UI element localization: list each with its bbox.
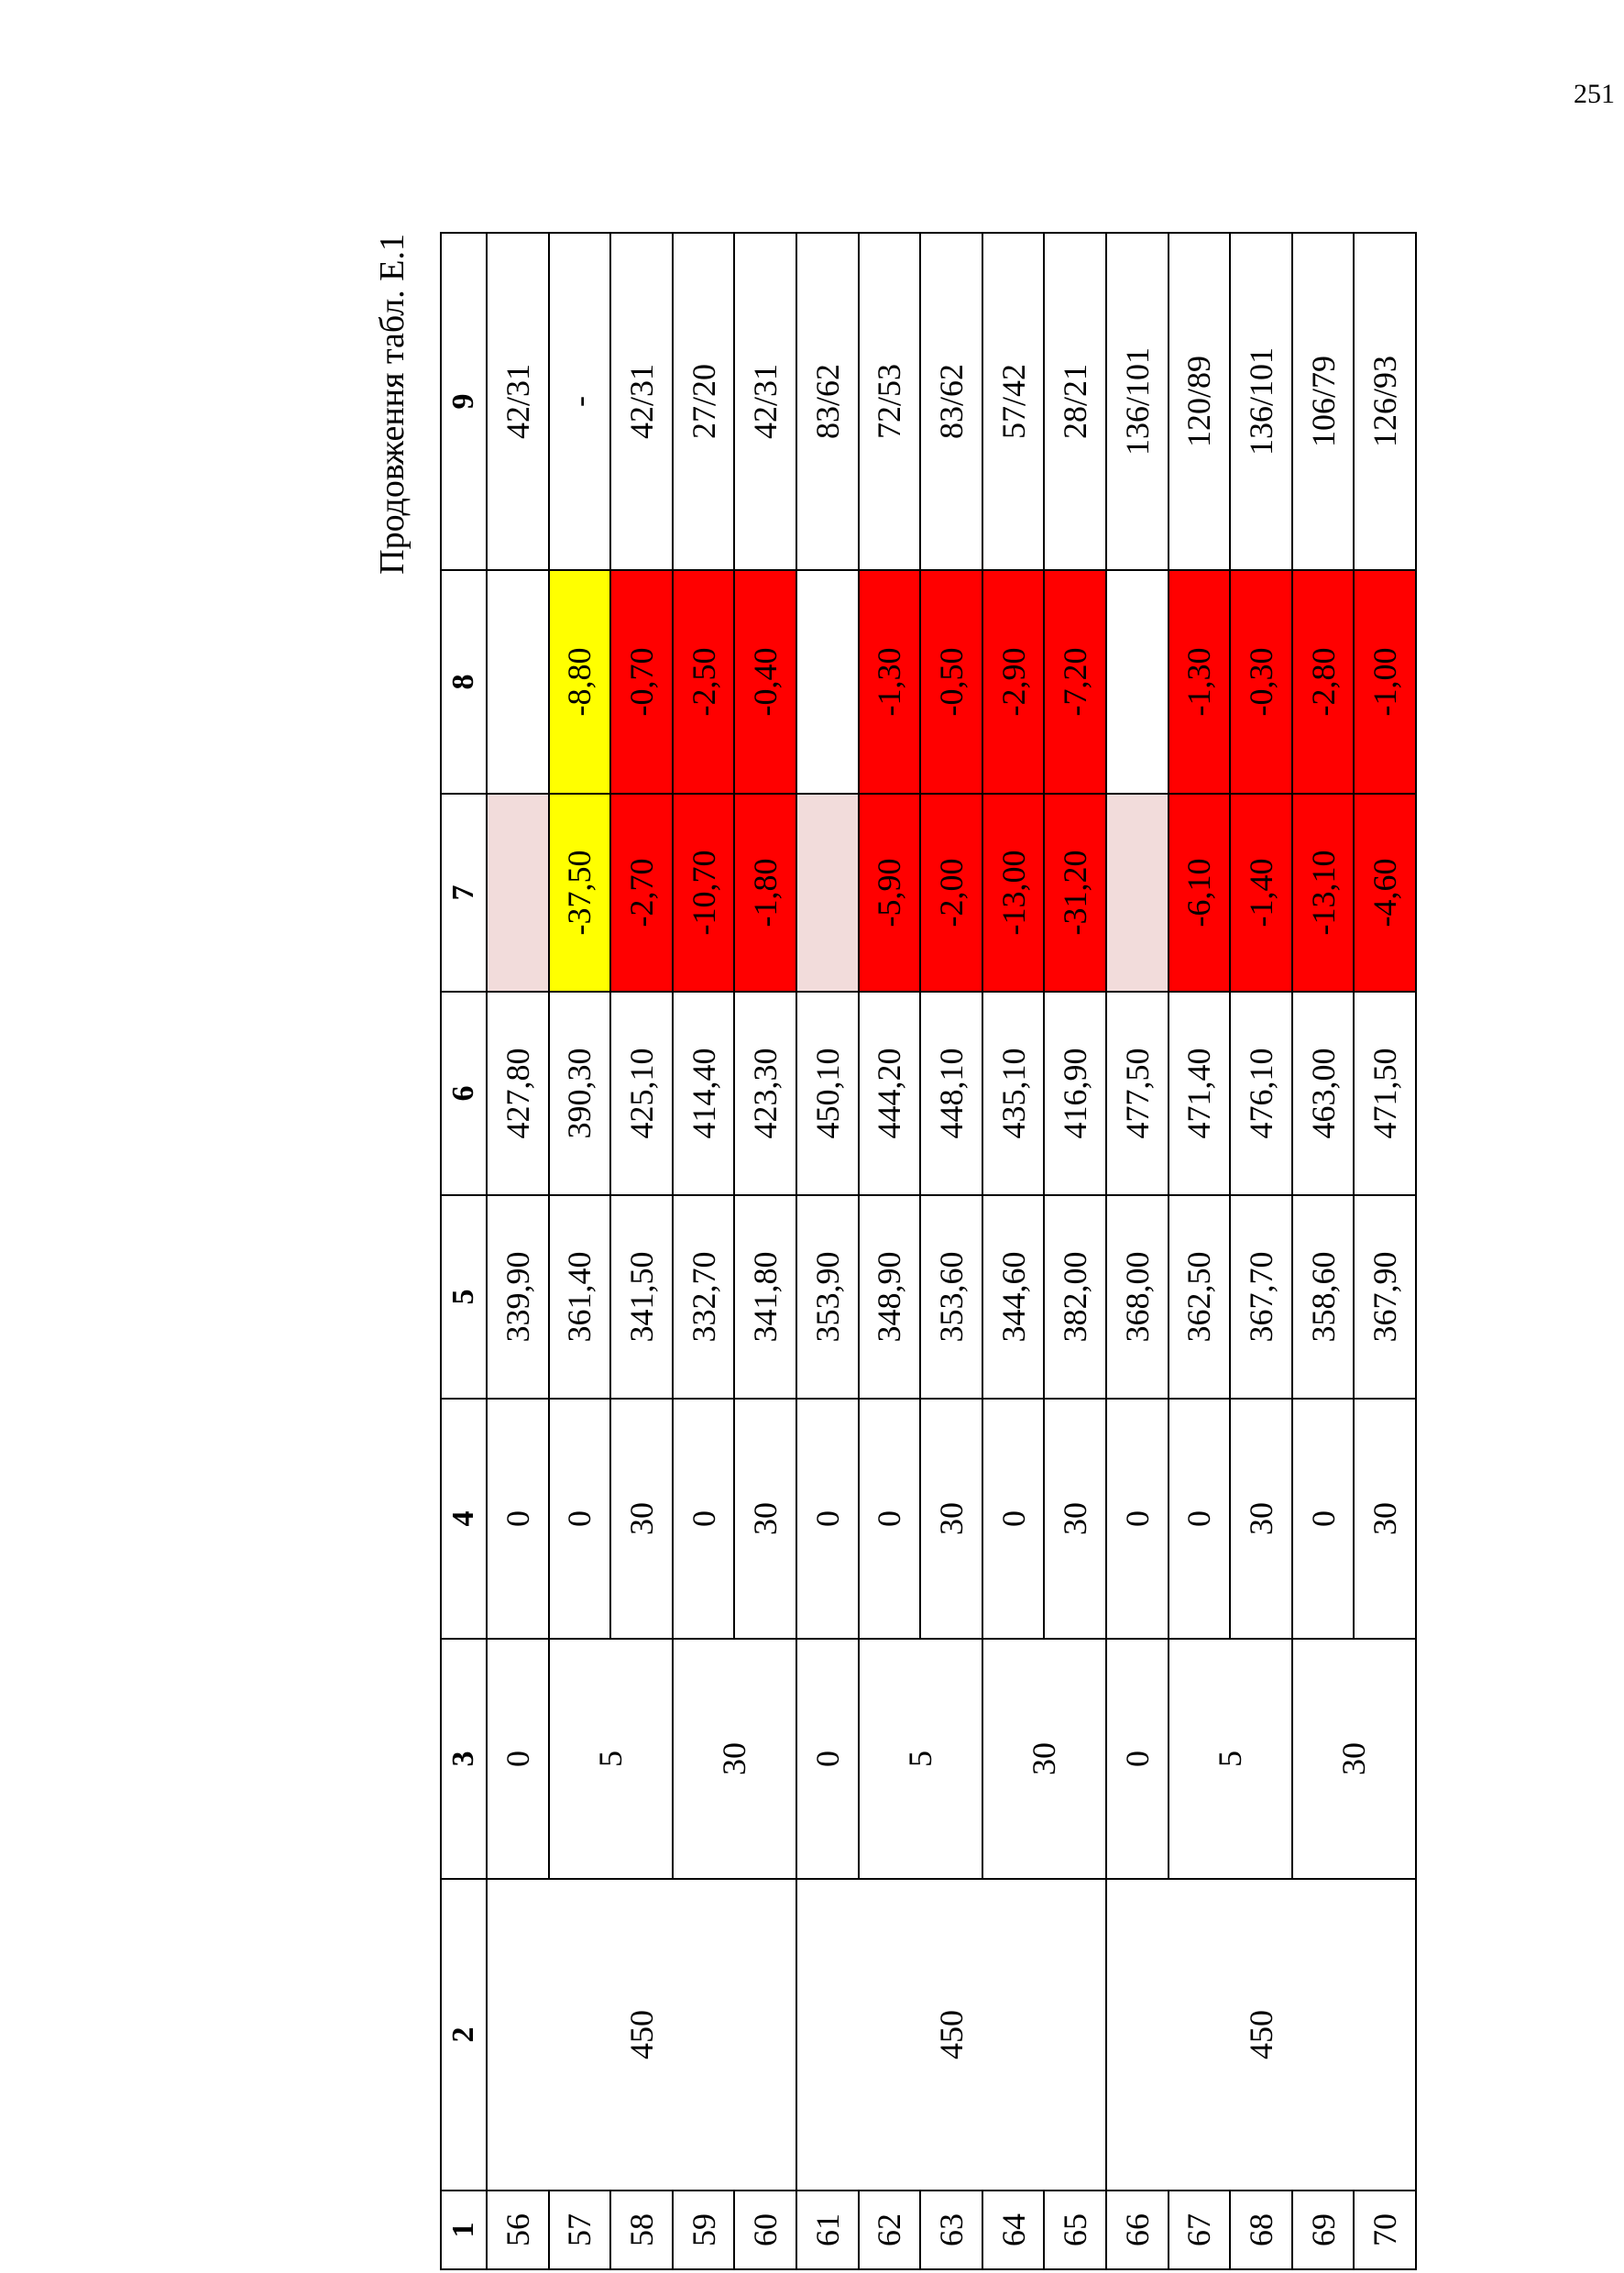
col6-cell: 414,40	[673, 992, 735, 1195]
table-row	[487, 233, 549, 2269]
group-col3-cell: 5	[1169, 1639, 1292, 1879]
group-col3-cell: 5	[549, 1639, 673, 1879]
col4-cell: 0	[1292, 1399, 1355, 1639]
row-number-cell: 56	[487, 2191, 549, 2269]
col7-cell	[1106, 794, 1169, 992]
col7-cell: -13,00	[982, 794, 1045, 992]
col6-cell: 423,30	[734, 992, 796, 1195]
col7-cell: -6,10	[1169, 794, 1231, 992]
page-number: 251	[1574, 79, 1615, 109]
col4-cell: 0	[1106, 1399, 1169, 1639]
col8-cell: -2,80	[1292, 570, 1355, 794]
col5-cell: 382,00	[1044, 1195, 1106, 1399]
col9-cell: 120/89	[1169, 233, 1231, 570]
col8-cell	[487, 570, 549, 794]
col9-cell: -	[549, 233, 611, 570]
col4-cell: 30	[734, 1399, 796, 1639]
col5-cell: 353,90	[796, 1195, 859, 1399]
header-cell-5: 5	[441, 1195, 487, 1399]
col4-cell: 0	[982, 1399, 1045, 1639]
table-row	[796, 233, 859, 2269]
col6-cell: 476,10	[1230, 992, 1292, 1195]
col4-cell: 0	[859, 1399, 921, 1639]
col8-cell: -1,30	[859, 570, 921, 794]
col7-cell: -31,20	[1044, 794, 1106, 992]
row-number-cell: 67	[1169, 2191, 1231, 2269]
col6-cell: 450,10	[796, 992, 859, 1195]
col9-cell: 136/101	[1230, 233, 1292, 570]
col8-cell: -0,30	[1230, 570, 1292, 794]
col4-cell: 30	[1230, 1399, 1292, 1639]
col5-cell: 362,50	[1169, 1195, 1231, 1399]
col6-cell: 463,00	[1292, 992, 1355, 1195]
row-number-cell: 69	[1292, 2191, 1355, 2269]
rotated-table-block	[352, 234, 1404, 2270]
col5-cell: 358,60	[1292, 1195, 1355, 1399]
col5-cell: 344,60	[982, 1195, 1045, 1399]
col8-cell: -0,50	[920, 570, 982, 794]
data-table	[440, 232, 1417, 2270]
row-number-cell: 68	[1230, 2191, 1292, 2269]
col6-cell: 416,90	[1044, 992, 1106, 1195]
col6-cell: 444,20	[859, 992, 921, 1195]
row-number-cell: 70	[1354, 2191, 1416, 2269]
col7-cell: -1,80	[734, 794, 796, 992]
table-row	[1106, 233, 1169, 2269]
col9-cell: 72/53	[859, 233, 921, 570]
col8-cell: -0,40	[734, 570, 796, 794]
col5-cell: 367,90	[1354, 1195, 1416, 1399]
header-cell-3: 3	[441, 1639, 487, 1879]
col6-cell: 427,80	[487, 992, 549, 1195]
row-number-cell: 66	[1106, 2191, 1169, 2269]
col7-cell: -2,00	[920, 794, 982, 992]
col4-cell: 0	[549, 1399, 611, 1639]
col5-cell: 341,50	[610, 1195, 673, 1399]
group-col3-cell: 0	[796, 1639, 859, 1879]
col9-cell: 126/93	[1354, 233, 1416, 570]
col4-cell: 0	[487, 1399, 549, 1639]
col4-cell: 30	[920, 1399, 982, 1639]
header-cell-1: 1	[441, 2191, 487, 2269]
col8-cell: -2,90	[982, 570, 1045, 794]
row-number-cell: 57	[549, 2191, 611, 2269]
group-col3-cell: 30	[982, 1639, 1106, 1879]
col9-cell: 42/31	[487, 233, 549, 570]
col8-cell	[1106, 570, 1169, 794]
col9-cell: 106/79	[1292, 233, 1355, 570]
col5-cell: 339,90	[487, 1195, 549, 1399]
header-row	[441, 233, 487, 2269]
col8-cell: -1,00	[1354, 570, 1416, 794]
col5-cell: 348,90	[859, 1195, 921, 1399]
group-col3-cell: 5	[859, 1639, 982, 1879]
col7-cell: -13,10	[1292, 794, 1355, 992]
group-col3-cell: 0	[1106, 1639, 1169, 1879]
col8-cell: -7,20	[1044, 570, 1106, 794]
col6-cell: 435,10	[982, 992, 1045, 1195]
col6-cell: 425,10	[610, 992, 673, 1195]
row-number-cell: 58	[610, 2191, 673, 2269]
row-number-cell: 65	[1044, 2191, 1106, 2269]
col9-cell: 42/31	[610, 233, 673, 570]
col5-cell: 367,70	[1230, 1195, 1292, 1399]
col8-cell: -2,50	[673, 570, 735, 794]
col6-cell: 477,50	[1106, 992, 1169, 1195]
col8-cell	[796, 570, 859, 794]
col9-cell: 27/20	[673, 233, 735, 570]
col8-cell: -1,30	[1169, 570, 1231, 794]
group-col2-cell: 450	[796, 1879, 1106, 2191]
col9-cell: 83/62	[796, 233, 859, 570]
col4-cell: 0	[1169, 1399, 1231, 1639]
col8-cell: -8,80	[549, 570, 611, 794]
col6-cell: 390,30	[549, 992, 611, 1195]
group-col3-cell: 0	[487, 1639, 549, 1879]
col7-cell: -37,50	[549, 794, 611, 992]
col7-cell: -2,70	[610, 794, 673, 992]
col6-cell: 471,50	[1354, 992, 1416, 1195]
col5-cell: 368,00	[1106, 1195, 1169, 1399]
group-col2-cell: 450	[1106, 1879, 1416, 2191]
col9-cell: 136/101	[1106, 233, 1169, 570]
group-col3-cell: 30	[1292, 1639, 1416, 1879]
header-cell-9: 9	[441, 233, 487, 570]
group-col2-cell: 450	[487, 1879, 796, 2191]
col4-cell: 0	[673, 1399, 735, 1639]
col9-cell: 57/42	[982, 233, 1045, 570]
header-cell-4: 4	[441, 1399, 487, 1639]
col7-cell: -10,70	[673, 794, 735, 992]
col5-cell: 353,60	[920, 1195, 982, 1399]
col4-cell: 30	[1044, 1399, 1106, 1639]
header-cell-8: 8	[441, 570, 487, 794]
col4-cell: 30	[610, 1399, 673, 1639]
col7-cell: -4,60	[1354, 794, 1416, 992]
col5-cell: 361,40	[549, 1195, 611, 1399]
row-number-cell: 64	[982, 2191, 1045, 2269]
header-cell-2: 2	[441, 1879, 487, 2191]
row-number-cell: 61	[796, 2191, 859, 2269]
col9-cell: 83/62	[920, 233, 982, 570]
col9-cell: 42/31	[734, 233, 796, 570]
col7-cell	[487, 794, 549, 992]
header-cell-7: 7	[441, 794, 487, 992]
table-caption: Продовження табл. Е.1	[373, 234, 411, 575]
col8-cell: -0,70	[610, 570, 673, 794]
col4-cell: 30	[1354, 1399, 1416, 1639]
col7-cell	[796, 794, 859, 992]
col6-cell: 448,10	[920, 992, 982, 1195]
col5-cell: 341,80	[734, 1195, 796, 1399]
row-number-cell: 63	[920, 2191, 982, 2269]
col4-cell: 0	[796, 1399, 859, 1639]
col5-cell: 332,70	[673, 1195, 735, 1399]
group-col3-cell: 30	[673, 1639, 796, 1879]
row-number-cell: 62	[859, 2191, 921, 2269]
col6-cell: 471,40	[1169, 992, 1231, 1195]
col9-cell: 28/21	[1044, 233, 1106, 570]
header-cell-6: 6	[441, 992, 487, 1195]
col7-cell: -5,90	[859, 794, 921, 992]
row-number-cell: 59	[673, 2191, 735, 2269]
col7-cell: -1,40	[1230, 794, 1292, 992]
row-number-cell: 60	[734, 2191, 796, 2269]
